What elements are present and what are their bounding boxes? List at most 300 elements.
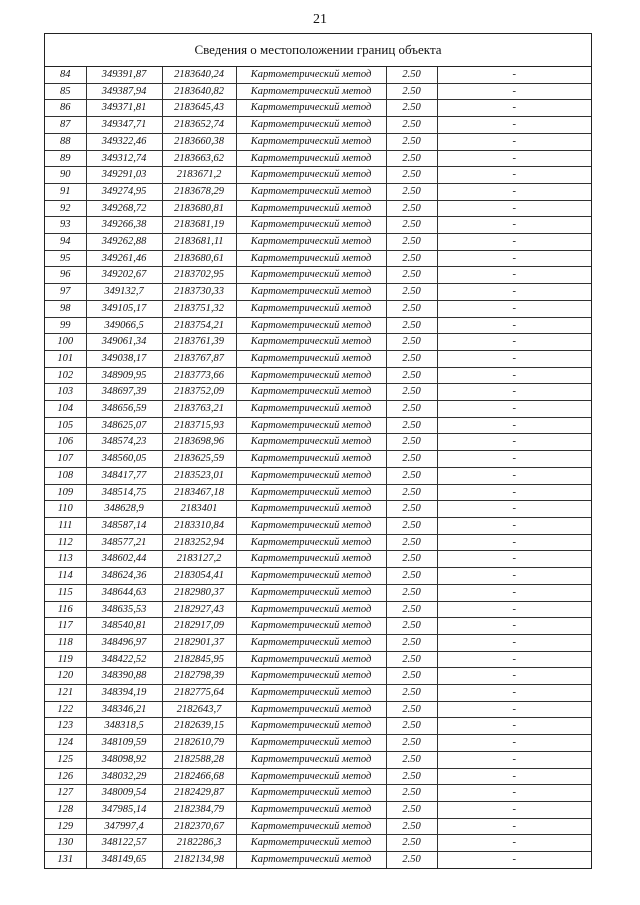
point-number-cell: 114 — [45, 568, 86, 585]
point-number-cell: 92 — [45, 200, 86, 217]
x-coordinate-cell: 349202,67 — [86, 267, 162, 284]
point-number-cell: 100 — [45, 334, 86, 351]
description-cell: - — [437, 367, 591, 384]
precision-cell: 2.50 — [386, 467, 437, 484]
description-cell: - — [437, 601, 591, 618]
description-cell: - — [437, 150, 591, 167]
description-cell: - — [437, 100, 591, 117]
y-coordinate-cell: 2183467,18 — [162, 484, 236, 501]
y-coordinate-cell: 2182384,79 — [162, 801, 236, 818]
precision-cell: 2.50 — [386, 334, 437, 351]
precision-cell: 2.50 — [386, 117, 437, 134]
table-body — [45, 67, 591, 868]
description-cell: - — [437, 317, 591, 334]
x-coordinate-cell: 349261,46 — [86, 250, 162, 267]
method-cell: Картометрический метод — [236, 133, 386, 150]
method-cell: Картометрический метод — [236, 317, 386, 334]
description-cell: - — [437, 785, 591, 802]
x-coordinate-cell: 349061,34 — [86, 334, 162, 351]
x-coordinate-cell: 348390,88 — [86, 668, 162, 685]
description-cell: - — [437, 83, 591, 100]
precision-cell: 2.50 — [386, 534, 437, 551]
table-row — [45, 601, 591, 618]
x-coordinate-cell: 348587,14 — [86, 517, 162, 534]
table-row — [45, 267, 591, 284]
point-number-cell: 131 — [45, 852, 86, 868]
precision-cell: 2.50 — [386, 718, 437, 735]
table-row — [45, 651, 591, 668]
x-coordinate-cell: 348496,97 — [86, 634, 162, 651]
description-cell: - — [437, 501, 591, 518]
point-number-cell: 93 — [45, 217, 86, 234]
table-row — [45, 234, 591, 251]
y-coordinate-cell: 2182370,67 — [162, 818, 236, 835]
description-cell: - — [437, 167, 591, 184]
precision-cell: 2.50 — [386, 668, 437, 685]
description-cell: - — [437, 451, 591, 468]
table-row — [45, 217, 591, 234]
method-cell: Картометрический метод — [236, 401, 386, 418]
description-cell: - — [512, 854, 516, 866]
point-number-cell: 90 — [45, 167, 86, 184]
y-coordinate-cell: 2183054,41 — [162, 568, 236, 585]
method-cell: Картометрический метод — [236, 501, 386, 518]
table-row — [45, 835, 591, 852]
description-cell: - — [437, 267, 591, 284]
table-row — [45, 501, 591, 518]
method-cell: Картометрический метод — [236, 451, 386, 468]
point-number-cell: 111 — [45, 517, 86, 534]
x-coordinate-cell: 348422,52 — [86, 651, 162, 668]
x-coordinate-cell: 349262,88 — [86, 234, 162, 251]
point-number-cell: 118 — [45, 634, 86, 651]
description-cell: - — [437, 200, 591, 217]
precision-cell: 2.50 — [386, 367, 437, 384]
method-cell: Картометрический метод — [236, 551, 386, 568]
point-number-cell: 103 — [45, 384, 86, 401]
point-number-cell: 108 — [45, 467, 86, 484]
method-cell: Картометрический метод — [236, 183, 386, 200]
precision-cell: 2.50 — [386, 768, 437, 785]
precision-cell: 2.50 — [386, 618, 437, 635]
precision-cell: 2.50 — [386, 801, 437, 818]
y-coordinate-cell: 2183680,81 — [162, 200, 236, 217]
table-row — [45, 67, 591, 83]
x-coordinate-cell: 348032,29 — [86, 768, 162, 785]
point-number-cell: 104 — [45, 401, 86, 418]
point-number-cell: 123 — [45, 718, 86, 735]
x-coordinate-cell: 348656,59 — [86, 401, 162, 418]
x-coordinate-cell: 348098,92 — [86, 751, 162, 768]
y-coordinate-cell: 2183660,38 — [162, 133, 236, 150]
precision-cell: 2.50 — [386, 183, 437, 200]
y-coordinate-cell: 2183773,66 — [162, 367, 236, 384]
precision-cell: 2.50 — [386, 852, 437, 868]
precision-cell: 2.50 — [386, 167, 437, 184]
description-cell: - — [437, 517, 591, 534]
description-cell: - — [437, 250, 591, 267]
method-cell: Картометрический метод — [236, 284, 386, 301]
method-cell: Картометрический метод — [236, 685, 386, 702]
description-cell: - — [437, 768, 591, 785]
method-cell: Картометрический метод — [236, 67, 386, 83]
point-number-cell: 120 — [45, 668, 86, 685]
point-number-cell: 121 — [45, 685, 86, 702]
precision-cell: 2.50 — [386, 317, 437, 334]
x-coordinate-cell: 348697,39 — [86, 384, 162, 401]
method-cell: Картометрический метод — [236, 818, 386, 835]
table-row — [45, 117, 591, 134]
x-coordinate-cell: 348394,19 — [86, 685, 162, 702]
method-cell: Картометрический метод — [236, 200, 386, 217]
point-number-cell: 115 — [45, 584, 86, 601]
y-coordinate-cell: 2182917,09 — [162, 618, 236, 635]
x-coordinate-cell: 349322,46 — [86, 133, 162, 150]
x-coordinate-cell: 348577,21 — [86, 534, 162, 551]
point-number-cell: 125 — [45, 751, 86, 768]
method-cell: Картометрический метод — [236, 434, 386, 451]
precision-cell: 2.50 — [386, 735, 437, 752]
precision-cell: 2.50 — [386, 484, 437, 501]
x-coordinate-cell: 348514,75 — [86, 484, 162, 501]
description-cell: - — [437, 183, 591, 200]
description-cell: - — [437, 735, 591, 752]
precision-cell: 2.50 — [386, 200, 437, 217]
precision-cell: 2.50 — [386, 284, 437, 301]
point-number-cell: 99 — [45, 317, 86, 334]
x-coordinate-cell: 348122,57 — [86, 835, 162, 852]
y-coordinate-cell: 2182588,28 — [162, 751, 236, 768]
precision-cell: 2.50 — [386, 568, 437, 585]
method-cell: Картометрический метод — [236, 785, 386, 802]
table-row — [45, 801, 591, 818]
point-number-cell: 89 — [45, 150, 86, 167]
point-number-cell: 128 — [45, 801, 86, 818]
point-number-cell: 109 — [45, 484, 86, 501]
precision-cell: 2.50 — [386, 267, 437, 284]
y-coordinate-cell: 2182466,68 — [162, 768, 236, 785]
point-number-cell: 86 — [45, 100, 86, 117]
y-coordinate-cell: 2182798,39 — [162, 668, 236, 685]
description-cell: - — [437, 284, 591, 301]
description-cell: - — [437, 133, 591, 150]
description-cell: - — [437, 618, 591, 635]
precision-cell: 2.50 — [386, 434, 437, 451]
table-row — [45, 735, 591, 752]
description-cell: - — [437, 401, 591, 418]
point-number-cell: 105 — [45, 417, 86, 434]
point-number-cell: 88 — [45, 133, 86, 150]
x-coordinate-cell: 348602,44 — [86, 551, 162, 568]
x-coordinate-cell: 349291,03 — [86, 167, 162, 184]
table-row — [45, 83, 591, 100]
description-cell: - — [437, 685, 591, 702]
method-cell: Картометрический метод — [236, 534, 386, 551]
method-cell: Картометрический метод — [236, 334, 386, 351]
point-number-cell: 107 — [45, 451, 86, 468]
method-cell: Картометрический метод — [236, 601, 386, 618]
point-number-cell: 96 — [45, 267, 86, 284]
table-row — [45, 484, 591, 501]
table-row — [45, 668, 591, 685]
boundary-points-table — [45, 67, 591, 868]
table-row — [45, 417, 591, 434]
precision-cell: 2.50 — [386, 234, 437, 251]
x-coordinate-cell: 348346,21 — [86, 701, 162, 718]
y-coordinate-cell: 2183401 — [162, 501, 236, 518]
table-row — [45, 584, 591, 601]
y-coordinate-cell: 2183625,59 — [162, 451, 236, 468]
y-coordinate-cell: 2182845,95 — [162, 651, 236, 668]
x-coordinate-cell: 348009,54 — [86, 785, 162, 802]
point-number-cell: 127 — [45, 785, 86, 802]
precision-cell: 2.50 — [386, 584, 437, 601]
table-row — [45, 317, 591, 334]
method-cell: Картометрический метод — [236, 267, 386, 284]
y-coordinate-cell: 2183678,29 — [162, 183, 236, 200]
precision-cell: 2.50 — [386, 835, 437, 852]
x-coordinate-cell: 347985,14 — [86, 801, 162, 818]
x-coordinate-cell: 348644,63 — [86, 584, 162, 601]
y-coordinate-cell: 2182775,64 — [162, 685, 236, 702]
precision-cell: 2.50 — [386, 685, 437, 702]
table-row — [45, 100, 591, 117]
precision-cell: 2.50 — [386, 350, 437, 367]
precision-cell: 2.50 — [386, 785, 437, 802]
precision-cell: 2.50 — [386, 818, 437, 835]
precision-cell: 2.50 — [386, 401, 437, 418]
x-coordinate-cell: 348109,59 — [86, 735, 162, 752]
precision-cell: 2.50 — [386, 217, 437, 234]
x-coordinate-cell: 349347,71 — [86, 117, 162, 134]
description-cell: - — [437, 818, 591, 835]
table-row — [45, 250, 591, 267]
description-cell: - — [437, 651, 591, 668]
y-coordinate-cell: 2183715,93 — [162, 417, 236, 434]
method-cell: Картометрический метод — [236, 300, 386, 317]
y-coordinate-cell: 2182610,79 — [162, 735, 236, 752]
x-coordinate-cell: 348149,65 — [86, 852, 162, 868]
description-cell: - — [437, 751, 591, 768]
x-coordinate-cell: 348909,95 — [86, 367, 162, 384]
y-coordinate-cell: 2183310,84 — [162, 517, 236, 534]
table-row — [45, 718, 591, 735]
point-number-cell: 116 — [45, 601, 86, 618]
method-cell: Картометрический метод — [236, 167, 386, 184]
x-coordinate-cell: 348540,81 — [86, 618, 162, 635]
y-coordinate-cell: 2182901,37 — [162, 634, 236, 651]
point-number-cell: 106 — [45, 434, 86, 451]
precision-cell: 2.50 — [386, 83, 437, 100]
table-row — [45, 768, 591, 785]
description-cell: - — [437, 434, 591, 451]
method-cell: Картометрический метод — [236, 651, 386, 668]
method-cell: Картометрический метод — [236, 217, 386, 234]
point-number-cell: 98 — [45, 300, 86, 317]
boundary-table-container — [44, 33, 592, 869]
table-row — [45, 785, 591, 802]
point-number-cell: 122 — [45, 701, 86, 718]
table-row — [45, 183, 591, 200]
y-coordinate-cell: 2183652,74 — [162, 117, 236, 134]
description-cell: - — [437, 534, 591, 551]
x-coordinate-cell: 348635,53 — [86, 601, 162, 618]
table-row — [45, 467, 591, 484]
precision-cell: 2.50 — [386, 150, 437, 167]
precision-cell: 2.50 — [386, 133, 437, 150]
method-cell: Картометрический метод — [236, 701, 386, 718]
point-number-cell: 112 — [45, 534, 86, 551]
x-coordinate-cell: 349105,17 — [86, 300, 162, 317]
point-number-cell: 117 — [45, 618, 86, 635]
table-row — [45, 350, 591, 367]
description-cell: - — [437, 484, 591, 501]
method-cell: Картометрический метод — [236, 150, 386, 167]
table-row — [45, 401, 591, 418]
description-cell: - — [437, 835, 591, 852]
page-number: 21 — [313, 12, 327, 27]
table-row — [45, 534, 591, 551]
description-cell: - — [437, 551, 591, 568]
y-coordinate-cell: 2183751,32 — [162, 300, 236, 317]
point-number-cell: 94 — [45, 234, 86, 251]
method-cell: Картометрический метод — [236, 467, 386, 484]
x-coordinate-cell: 349312,74 — [86, 150, 162, 167]
point-number-cell: 130 — [45, 835, 86, 852]
y-coordinate-cell: 2183640,82 — [162, 83, 236, 100]
point-number-cell: 87 — [45, 117, 86, 134]
method-cell: Картометрический метод — [236, 234, 386, 251]
method-cell: Картометрический метод — [236, 751, 386, 768]
method-cell: Картометрический метод — [236, 83, 386, 100]
precision-cell: 2.50 — [386, 651, 437, 668]
x-coordinate-cell: 349132,7 — [86, 284, 162, 301]
method-cell: Картометрический метод — [236, 852, 386, 868]
table-row — [45, 551, 591, 568]
y-coordinate-cell: 2183730,33 — [162, 284, 236, 301]
x-coordinate-cell: 348574,23 — [86, 434, 162, 451]
description-cell: - — [437, 584, 591, 601]
y-coordinate-cell: 2183645,43 — [162, 100, 236, 117]
y-coordinate-cell: 2182643,7 — [162, 701, 236, 718]
precision-cell: 2.50 — [386, 384, 437, 401]
y-coordinate-cell: 2183680,61 — [162, 250, 236, 267]
method-cell: Картометрический метод — [236, 735, 386, 752]
table-title: Сведения о местоположении границ объекта — [45, 34, 591, 67]
method-cell: Картометрический метод — [236, 350, 386, 367]
y-coordinate-cell: 2182134,98 — [162, 852, 236, 868]
method-cell: Картометрический метод — [236, 367, 386, 384]
y-coordinate-cell: 2183698,96 — [162, 434, 236, 451]
table-row — [45, 634, 591, 651]
method-cell: Картометрический метод — [236, 517, 386, 534]
point-number-cell: 91 — [45, 183, 86, 200]
method-cell: Картометрический метод — [236, 484, 386, 501]
point-number-cell: 102 — [45, 367, 86, 384]
table-row — [45, 384, 591, 401]
precision-cell: 2.50 — [386, 451, 437, 468]
precision-cell: 2.50 — [386, 501, 437, 518]
description-cell: - — [437, 117, 591, 134]
table-row — [45, 568, 591, 585]
precision-cell: 2.50 — [386, 67, 437, 83]
y-coordinate-cell: 2183671,2 — [162, 167, 236, 184]
method-cell: Картометрический метод — [236, 584, 386, 601]
y-coordinate-cell: 2183523,01 — [162, 467, 236, 484]
description-cell: - — [437, 350, 591, 367]
point-number-cell: 110 — [45, 501, 86, 518]
table-row — [45, 300, 591, 317]
precision-cell: 2.50 — [386, 417, 437, 434]
table-row — [45, 133, 591, 150]
description-cell: - — [437, 67, 591, 83]
precision-cell: 2.50 — [386, 701, 437, 718]
y-coordinate-cell: 2183763,21 — [162, 401, 236, 418]
x-coordinate-cell: 348417,77 — [86, 467, 162, 484]
x-coordinate-cell: 349274,95 — [86, 183, 162, 200]
precision-cell: 2.50 — [386, 551, 437, 568]
precision-cell: 2.50 — [386, 634, 437, 651]
precision-cell: 2.50 — [386, 100, 437, 117]
method-cell: Картометрический метод — [236, 668, 386, 685]
precision-cell: 2.50 — [386, 517, 437, 534]
point-number-cell: 85 — [45, 83, 86, 100]
method-cell: Картометрический метод — [236, 100, 386, 117]
method-cell: Картометрический метод — [236, 384, 386, 401]
description-cell: - — [437, 417, 591, 434]
point-number-cell: 129 — [45, 818, 86, 835]
method-cell: Картометрический метод — [236, 250, 386, 267]
table-row — [45, 451, 591, 468]
table-row — [45, 751, 591, 768]
precision-cell: 2.50 — [386, 751, 437, 768]
point-number-cell: 95 — [45, 250, 86, 267]
method-cell: Картометрический метод — [236, 417, 386, 434]
point-number-cell: 124 — [45, 735, 86, 752]
y-coordinate-cell: 2183767,87 — [162, 350, 236, 367]
y-coordinate-cell: 2183754,21 — [162, 317, 236, 334]
x-coordinate-cell: 349371,81 — [86, 100, 162, 117]
description-cell: - — [437, 568, 591, 585]
method-cell: Картометрический метод — [236, 634, 386, 651]
x-coordinate-cell: 349391,87 — [86, 67, 162, 83]
y-coordinate-cell: 2183761,39 — [162, 334, 236, 351]
table-row — [45, 434, 591, 451]
point-number-cell: 97 — [45, 284, 86, 301]
description-cell: - — [437, 334, 591, 351]
method-cell: Картометрический метод — [236, 801, 386, 818]
x-coordinate-cell: 349038,17 — [86, 350, 162, 367]
description-cell: - — [437, 467, 591, 484]
description-cell: - — [437, 634, 591, 651]
point-number-cell: 84 — [45, 67, 86, 83]
y-coordinate-cell: 2182286,3 — [162, 835, 236, 852]
table-row — [45, 685, 591, 702]
y-coordinate-cell: 2183640,24 — [162, 67, 236, 83]
point-number-cell: 113 — [45, 551, 86, 568]
description-cell: - — [437, 217, 591, 234]
x-coordinate-cell: 348628,9 — [86, 501, 162, 518]
table-row — [45, 284, 591, 301]
y-coordinate-cell: 2182980,37 — [162, 584, 236, 601]
precision-cell: 2.50 — [386, 300, 437, 317]
description-cell: - — [437, 300, 591, 317]
y-coordinate-cell: 2183681,19 — [162, 217, 236, 234]
x-coordinate-cell: 349387,94 — [86, 83, 162, 100]
y-coordinate-cell: 2183752,09 — [162, 384, 236, 401]
y-coordinate-cell: 2182429,87 — [162, 785, 236, 802]
description-cell: - — [437, 668, 591, 685]
